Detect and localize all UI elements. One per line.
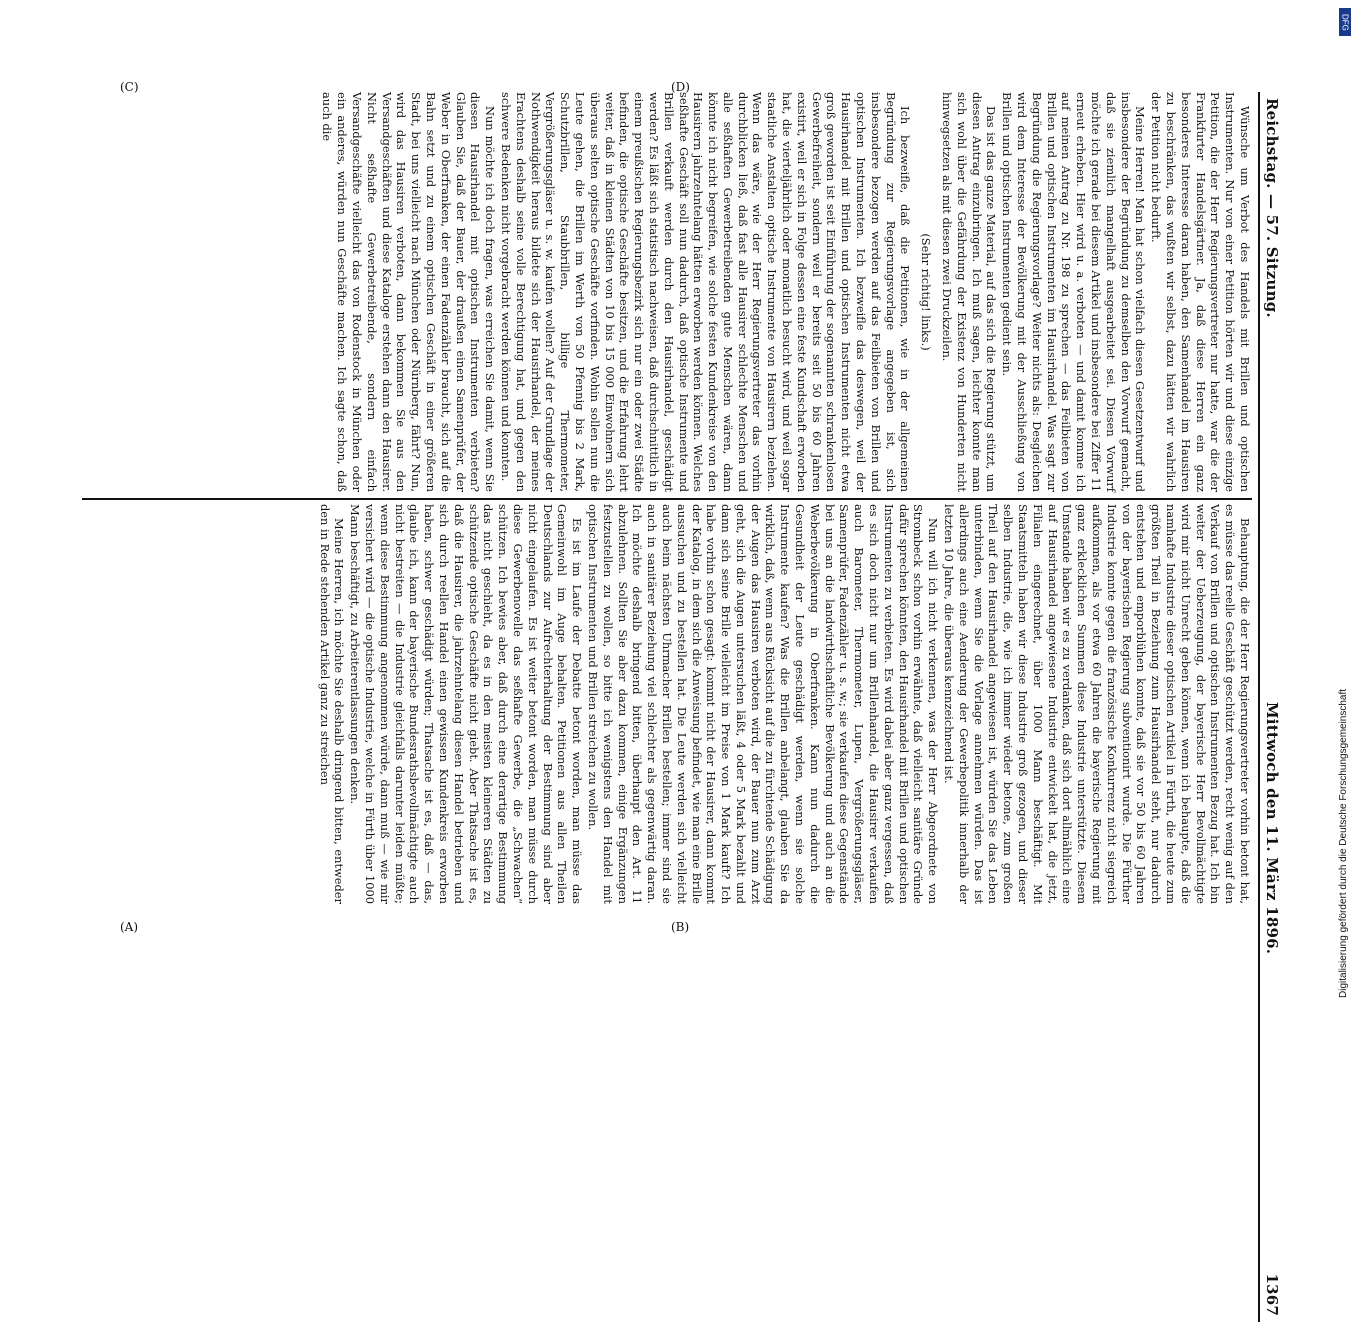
digitization-credit: Digitalisierung gefördert durch die Deutsche Forschungsgemeinschaft bbox=[1338, 688, 1349, 998]
paragraph: Nun möchte ich doch fragen, was erreichen Sie damit, wenn Sie diesen Hausirhandel mit optischen Instrumenten verbieten? Glauben Sie, daß der Bauer, der draußen einen Samenprüfer, der Weber in Oberfranken, der einen Fadenzähler braucht, sich auf die Bahn setzt und zu einem optischen Geschäft in einer größeren Stadt, bei uns vielleicht nach München oder Nürnberg, fährt? Nun, wird das Hausiren verboten, dann bekommen Sie aus den Versandgeschäften und diese Kataloge erstehen dann den Hausirer. Nicht seßhafte Gewerbetreibende, sondern einfach Versandgeschäfte vielleicht das von Rodenstock in München oder ein anderes, würden nun Geschäfte machen. Ich sagte schon, daß auch die bbox=[320, 92, 498, 492]
column-divider bbox=[82, 498, 1252, 500]
rotated-newspaper-page bbox=[82, 92, 1282, 1322]
paragraph: (Sehr richtig! links.) bbox=[919, 233, 934, 351]
paragraph: Ich bezweifle, daß die Petitionen, wie in der allgemeinen Begründung zur Regierungsvorlage angegeben ist, sich insbesondere bezogen werden auf das Feilbieten von Brillen und optischen Instrumenten. Ich bezweifle das deswegen, weil der Hausirhandel mit Brillen und optischen Instrumenten nicht etwa groß geworden ist seit Einführung der sogenannten schrankenlosen Gewerbefreiheit, sondern weil er bereits seit 50 bis 60 Jahren existirt, weil er sich in Folge dessen eine feste Kundschaft erworben hat, die vierteljährlich oder monatlich besucht wird, und weil sogar staatliche Anstalten optische Instrumente von Hausirern beziehen. Wenn das wäre, wie der Herr Regierungsvertreter das vorhin durchblicken ließ, daß fast alle Hausirer schlechte Menschen und alle seßhaften Gewerbetreibenden gute Menschen wären, dann könnte ich nicht begreifen, wie solche festen Kundenkreise von den Hausirern jahrzehntelang hätten erworben werden können. Welches seßhafte Geschäft soll nun dadurch, daß optische Instrumente und Brillen verkauft werden durch den Hausirhandel, geschädigt werden? Es läßt sich statistisch nachweisen, daß durchschnittlich in einem preußischen Regierungsbezirk sich nur ein oder zwei Städte befinden, die optische Geschäfte besitzen, und die Erfahrung lehrt weiter, daß in kleinen Städten von 10 bis 15 000 Einwohnern sich überaus selten optische Geschäfte vorfinden. Wohin sollen nun die Leute gehen, die Brillen im Werth von 50 Pfennig bis 2 Mark, Schutzbrillen, Staubbrillen, billige Thermometer, Vergrößerungsgläser u. s. w. kaufen wollen? Auf der Grundlage der Nothwendigkeit heraus bildete sich der Hausirhandel, der meines Erachtens deshalb seine volle Berechtigung hat, und gegen den schwere Bedenken nicht vorgebracht werden können und konnten. bbox=[498, 92, 913, 492]
running-header bbox=[1258, 92, 1282, 1322]
margin-marker-c: (C) bbox=[120, 80, 139, 94]
margin-marker-a: (A) bbox=[120, 920, 139, 934]
paragraph: Meine Herren! Man hat schon vielfach diesen Gesetzentwurf und insbesondere der Begründung zu demselben den Vorwurf gemacht, daß sie ziemlich mangelhaft ausgearbeitet sei. Diesen Vorwurf möchte ich gerade bei diesem Artikel und insbesondere bei Ziffer 11 erneut erheben. Hier wird u. a. verboten — und damit komme ich auf meinen Antrag zu Nr. 198 zu sprechen — das Feilbieten von Brillen und optischen Instrumenten im Hausirhandel. Was sagt zur Begründung die Regierungsvorlage? Weiter nichts als: Desgleichen wird dem Interesse der Bevölkerung mit der Ausschließung von Brillen und optischen Instrumenten gedient sein. bbox=[1000, 92, 1148, 492]
paragraph: Es ist im Laufe der Debatte betont worden, man müsse das Gemeinwohl im Auge behalten. Petitionen aus allen Theilen Deutschlands zur Aufrechterhaltung der Bestimmung sind aber nicht eingelaufen. Es ist weiter betont worden, man müsse durch diese Gewerbenovelle das seßhafte Gewerbe, die „Schwachen“ schützen. Ich bewies aber, daß durch eine derartige Bestimmung das nicht geschieht, da es in den meisten kleineren Städten zu schützende optische Geschäfte nicht giebt. Aber Thatsache ist es, daß die Hausirer, die jahrzehntelang diesen Handel betrieben und sich durch reellen Handel einen gewissen Kundenkreis erworben haben, schwer geschädigt würden; Thatsache ist es, daß — das, glaube ich, kann der bayerische Bundesrathsbevollmächtigte auch nicht bestreiten — die Industrie gleichfalls darunter leiden müßte; wenn diese Bestimmung angenommen würde, dann muß — wie mir versichert wird — die optische Industrie, welche in Fürth über 1000 Mann beschäftigt, zu Arbeiterentlassungen denken. bbox=[348, 504, 585, 904]
margin-marker-b: (B) bbox=[671, 920, 690, 934]
header-date: Mittwoch den 11. März 1896. bbox=[1263, 702, 1281, 955]
paragraph: Nun will ich nicht verkennen, was der Herr Abgeordnete von Strombeck schon vorhin erwähnte, daß vielleicht sanitäre Gründe dafür sprechen könnten, den Hausirhandel mit Brillen und optischen Instrumenten zu verbieten. Es wird dabei aber ganz vergessen, daß es sich doch nicht nur um Brillenhandel, die Hausirer verkaufen auch Barometer, Thermometer, Lupen, Vergrößerungsgläser, Samenprüfer, Fadenzähler u. s. w.; sie verkaufen diese Gegenstände bei uns an die landwirthschaftliche Bevölkerung und auch an die Weberbevölkerung in Oberfranken. Kann nun dadurch die Gesundheit der Leute geschädigt werden, wenn sie solche Instrumente kaufen? Was die Brillen anbelangt, glauben Sie da wirklich, daß, wenn aus Rücksicht auf die zu fürchtende Schädigung der Augen das Hausiren verboten wird, der Bauer nun zum Arzt geht, sich die Augen untersuchen läßt, 4 oder 5 Mark bezahlt und dann sich seine Brille vielleicht im Preise von 1 Mark kauft? Ich habe vorhin schon gesagt: kommt nicht der Hausirer, dann kommt der Katalog, in dem sich die Anweisung befindet, wie man eine Brille aussuchen und zu bestellen hat. Die Leute werden sich vielleicht auch beim nächsten Uhrmacher Brillen bestellen; immer sind sie auch in sanitärer Beziehung viel schlechter als gegenwärtig daran. Ich möchte deshalb bringend bitten, überhaupt den Art. 11 abzulehnen. Sollten Sie aber dazu kommen, einige Ergänzungen festzustellen zu wollen, so bitte ich wenigstens den Handel mit optischen Instrumenten und Brillen streichen zu wollen. bbox=[585, 504, 941, 904]
column-right bbox=[87, 504, 1252, 904]
column-left bbox=[87, 92, 1252, 492]
header-left: Reichstag. — 57. Sitzung. bbox=[1263, 98, 1281, 318]
paragraph: Das ist das ganze Material, auf das sich die Regierung stützt, um diesen Antrag einzubringen. Ich muß sagen, leichter konnte man sich wohl über die Gefährdung der Existenz von Hunderten nicht hinwegsetzen als mit diesen zwei Druckzeilen. bbox=[940, 92, 999, 492]
paragraph: Behauptung, die der Herr Regierungsvertreter vorhin betont hat, es müsse das reelle Geschäft geschützt werden, recht wenig auf den Verkauf von Brillen und optischen Instrumenten Bezug hat. Ich bin weiter der Ueberzeugung, der bayerische Herr Bevollmächtigte wird mir nicht Unrecht geben können, wenn ich behaupte, daß die namhafte Industrie dieser optischen Artikel in Fürth, die heute zum größten Theil in Beziehung zum Hausirhandel steht, nur dadurch entstehen und emporblühen konnte, daß sie vor 50 bis 60 Jahren von der bayerischen Regierung subventionirt wurde. Die Fürther Industrie konnte gegen die französische Konkurrenz nicht siegreich aufkommen, als vor etwa 60 Jahren die bayerische Regierung mit ganz erklecklichen Summen diese Industrie unterstützte. Diesem Umstande haben wir es zu verdanken, daß sich dort allmählich eine auf Hausirhandel angewiesene Industrie entwickelt hat, die jetzt, Filialen eingerechnet, über 1000 Mann beschäftigt. Mit Staatsmitteln haben wir diese Industrie groß gezogen, und dieser selben Industrie, die, wie ich immer wieder betone, zum großen Theil auf den Hausirhandel angewiesen ist, würden Sie das Leben unterbinden, wenn Sie die Vorlage annehmen würden. Das ist allerdings auch eine Aenderung der Gewerbepolitik innerhalb der letzten 10 Jahre, die überaus kennzeichnend ist. bbox=[942, 504, 1252, 904]
dfg-logo-label: DFG bbox=[1340, 13, 1350, 31]
paragraph: Wünsche um Verbot des Handels mit Brillen und optischen Instrumenten. Nur von einer Petition hörten wir und diese einzige Petition, die der Herr Regierungsvertreter nur hatte, war die der Frankfurter Handelsgärtner. Ja, daß diese Herren ein ganz besonderes Interesse daran haben, den Samenhandel im Hausiren zu beschränken, das wußten wir selbst, dazu hätten wir wahrlich der Petition nicht bedurft. bbox=[1149, 92, 1252, 492]
dfg-logo bbox=[1339, 8, 1351, 36]
page-number: 1367 bbox=[1263, 1273, 1281, 1316]
paragraph: Meine Herren, ich möchte Sie deshalb dringend bitten, entweder den in Rede stehenden Artikel ganz zu streichen bbox=[317, 504, 347, 904]
margin-marker-d: (D) bbox=[671, 80, 690, 94]
